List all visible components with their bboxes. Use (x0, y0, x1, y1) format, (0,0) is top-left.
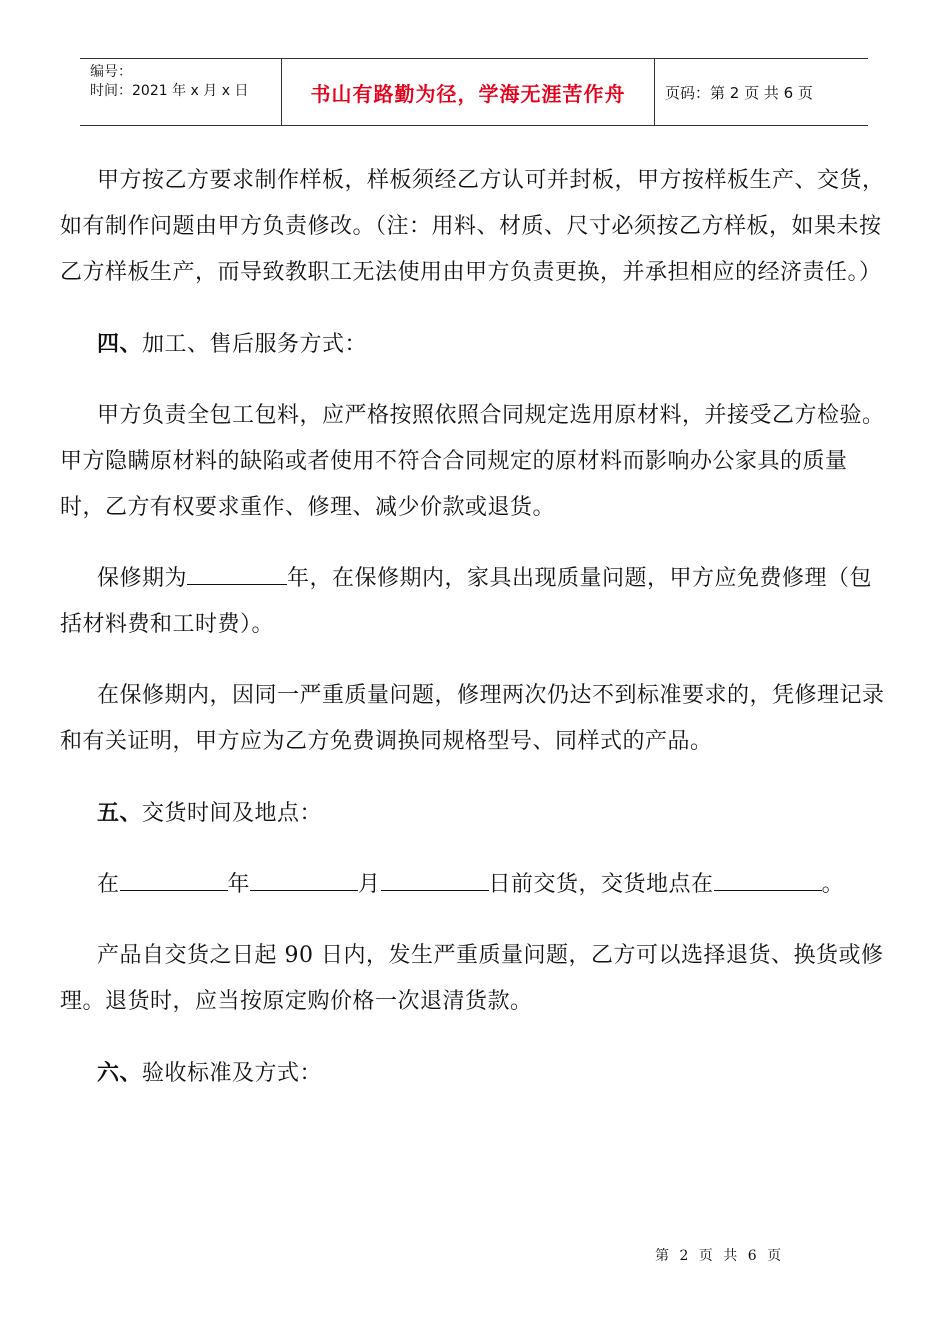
delivery-text-a: 在 (97, 872, 120, 897)
paragraph-delivery (60, 862, 890, 908)
section-5-heading (60, 790, 890, 837)
section-4-number: 四、 (97, 331, 143, 357)
paragraph-warranty (60, 556, 890, 648)
header-page-info: 页码：第 2 页 共 6 页 (665, 83, 813, 102)
delivery-text-b: 年 (227, 872, 251, 897)
paragraph-sample: 甲方按乙方要求制作样板，样板须经乙方认可并封板，甲方按样板生产、交货，如有制作问题由甲方负责修改。（注：用料、材质、尺寸必须按乙方样板，如果未按乙方样板生产，而导致教职工无法使用由甲方负责更换，并承担相应的经济责任。） (60, 168, 885, 285)
time-label: 时间：2021 年 x 月 x 日 (90, 83, 249, 99)
delivery-year-blank[interactable] (120, 864, 228, 891)
paragraph-replacement: 在保修期内，因同一严重质量问题，修理两次仍达不到标准要求的，凭修理记录和有关证明，甲方应为乙方免费调换同规格型号、同样式的产品。 (60, 683, 885, 754)
section-6-heading (60, 1050, 890, 1097)
warranty-rest: 年，在保修期内，家具出现质量问题，甲方应免费修理（包括材料费和工时费）。 (60, 566, 873, 637)
page-header (80, 58, 868, 126)
paragraph-return: 产品自交货之日起 90 日内，发生严重质量问题，乙方可以选择退货、换货或修理。退货时，应当按原定购价格一次退清货款。 (60, 943, 884, 1014)
page-footer: 第 2 页 共 6 页 (655, 1248, 785, 1264)
delivery-month-blank[interactable] (250, 864, 358, 891)
section-4-title: 加工、售后服务方式： (142, 332, 368, 357)
document-body (60, 158, 890, 1097)
delivery-text-d: 日前交货，交货地点在 (488, 872, 714, 897)
delivery-text-e: 。 (821, 872, 845, 897)
section-5-number: 五、 (97, 800, 143, 826)
delivery-text-c: 月 (358, 872, 381, 897)
section-6-title: 验收标准及方式： (142, 1061, 323, 1086)
warranty-prefix: 保修期为 (97, 566, 188, 591)
section-5-title: 交货时间及地点： (142, 801, 323, 826)
section-6-number: 六、 (97, 1060, 143, 1086)
header-motto: 书山有路勤为径，学海无涯苦作舟 (281, 59, 655, 125)
section-4-heading (60, 321, 890, 368)
header-meta (80, 59, 281, 125)
serial-label: 编号： (90, 64, 132, 80)
delivery-day-blank[interactable] (381, 864, 489, 891)
delivery-place-blank[interactable] (714, 864, 822, 891)
warranty-years-blank[interactable] (187, 558, 287, 585)
paragraph-materials: 甲方负责全包工包料，应严格按照依照合同规定选用原材料，并接受乙方检验。甲方隐瞒原材料的缺陷或者使用不符合合同规定的原材料而影响办公家具的质量时，乙方有权要求重作、修理、减少价款或退货。 (60, 403, 885, 520)
